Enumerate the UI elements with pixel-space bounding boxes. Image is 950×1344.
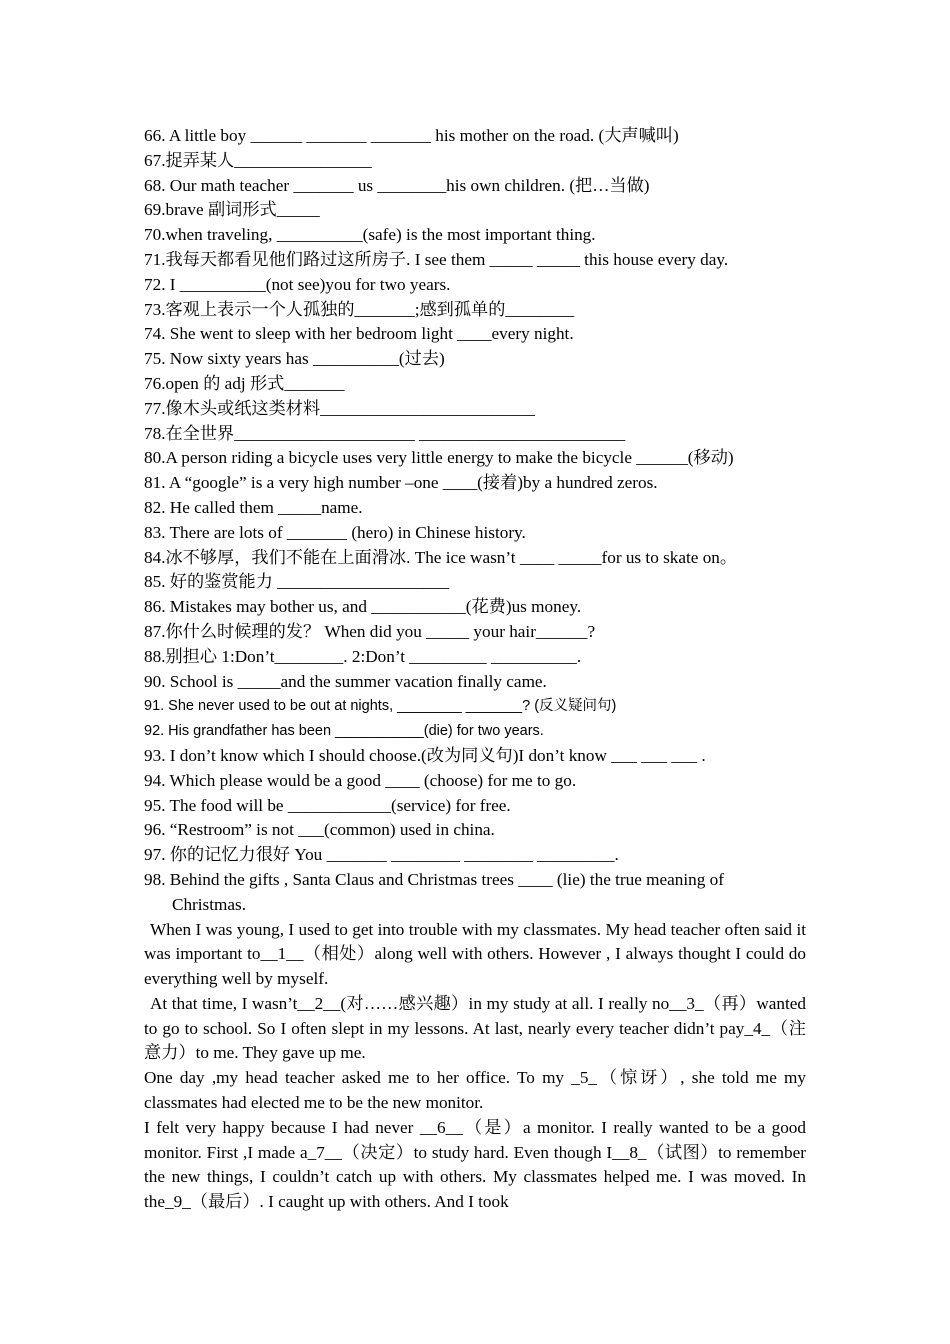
question-82: 82. He called them _____name. <box>144 497 363 517</box>
question-list <box>144 124 806 918</box>
question-93: 93. I don’t know which I should choose.(改为同义句)I don’t know ___ ___ ___ . <box>144 745 706 765</box>
passage-paragraph-4: I felt very happy because I had never __6__（是）a monitor. I really wanted to be a good monitor. First ,I made a_7__（决定）to study hard. Even though I__8_（试图）to remember the new things, I couldn’t catch up with others. My classmates helped me. I was moved. In the_9_（最后）. I caught up with others. And I took <box>144 1117 806 1212</box>
question-97: 97. 你的记忆力很好 You _______ ________ ________ _________. <box>144 845 619 865</box>
question-91: 91. She never used to be out at nights, ________ _______? (反义疑问句) <box>144 698 617 715</box>
question-76: 76.open 的 adj 形式_______ <box>144 373 345 393</box>
question-77: 77.像木头或纸这类材料_________________________ <box>144 398 536 418</box>
question-86: 86. Mistakes may bother us, and ___________(花费)us money. <box>144 597 582 617</box>
question-83: 83. There are lots of _______ (hero) in Chinese history. <box>144 522 526 542</box>
passage-paragraph-2: At that time, I wasn’t__2__(对……感兴趣）in my study at all. I really no__3_（再）wanted to go to school. So I often slept in my lessons. At last, nearly every teacher didn’t pay_4_（注意力）to me. They gave up me. <box>144 993 806 1063</box>
question-96: 96. “Restroom” is not ___(common) used in china. <box>144 820 495 840</box>
question-94: 94. Which please would be a good ____ (choose) for me to go. <box>144 770 577 790</box>
question-78: 78.在全世界_____________________ ________________________ <box>144 423 626 443</box>
question-70: 70.when traveling, __________(safe) is the most important thing. <box>144 225 596 245</box>
question-73: 73.客观上表示一个人孤独的_______;感到孤单的________ <box>144 299 575 319</box>
question-66: 66. A little boy ______ _______ _______ his mother on the road. (大声喊叫) <box>144 126 679 145</box>
question-90: 90. School is _____and the summer vacation finally came. <box>144 671 547 691</box>
reading-passage <box>144 918 806 1216</box>
question-80: 80.A person riding a bicycle uses very little energy to make the bicycle ______(移动) <box>144 448 734 468</box>
question-71: 71.我每天都看见他们路过这所房子. I see them _____ _____ this house every day. <box>144 249 729 269</box>
worksheet-page <box>144 124 806 1215</box>
question-84: 84.冰不够厚，我们不能在上面滑冰. The ice wasn’t ____ _____for us to skate on。 <box>144 547 738 567</box>
question-92: 92. His grandfather has been ___________(die) for two years. <box>144 723 544 740</box>
question-75: 75. Now sixty years has __________(过去) <box>144 349 445 369</box>
question-87: 87.你什么时候理的发？ When did you _____ your hair______? <box>144 621 596 641</box>
question-88: 88.别担心 1:Don’t________. 2:Don’t _________ __________. <box>144 646 582 666</box>
question-81: 81. A “google” is a very high number –one ____(接着)by a hundred zeros. <box>144 473 658 493</box>
passage-paragraph-3: One day ,my head teacher asked me to her office. To my _5_（惊讶）, she told me my classmates had elected me to be the new monitor. <box>144 1068 806 1113</box>
question-72: 72. I __________(not see)you for two years. <box>144 274 451 294</box>
question-98-line2: Christmas. <box>172 894 247 914</box>
question-85: 85. 好的鉴赏能力 ____________________ <box>144 572 450 592</box>
question-98-line1: 98. Behind the gifts , Santa Claus and Christmas trees ____ (lie) the true meaning of <box>144 869 724 889</box>
question-74: 74. She went to sleep with her bedroom light ____every night. <box>144 324 574 344</box>
question-95: 95. The food will be ____________(service) for free. <box>144 795 511 815</box>
question-69: 69.brave 副词形式_____ <box>144 200 320 220</box>
question-68: 68. Our math teacher _______ us ________his own children. (把…当做) <box>144 175 650 195</box>
passage-paragraph-1: When I was young, I used to get into trouble with my classmates. My head teacher often said it was important to__1__（相处）along well with others. However , I always thought I could do everything well by myself. <box>144 919 806 989</box>
question-67: 67.捉弄某人________________ <box>144 150 372 170</box>
